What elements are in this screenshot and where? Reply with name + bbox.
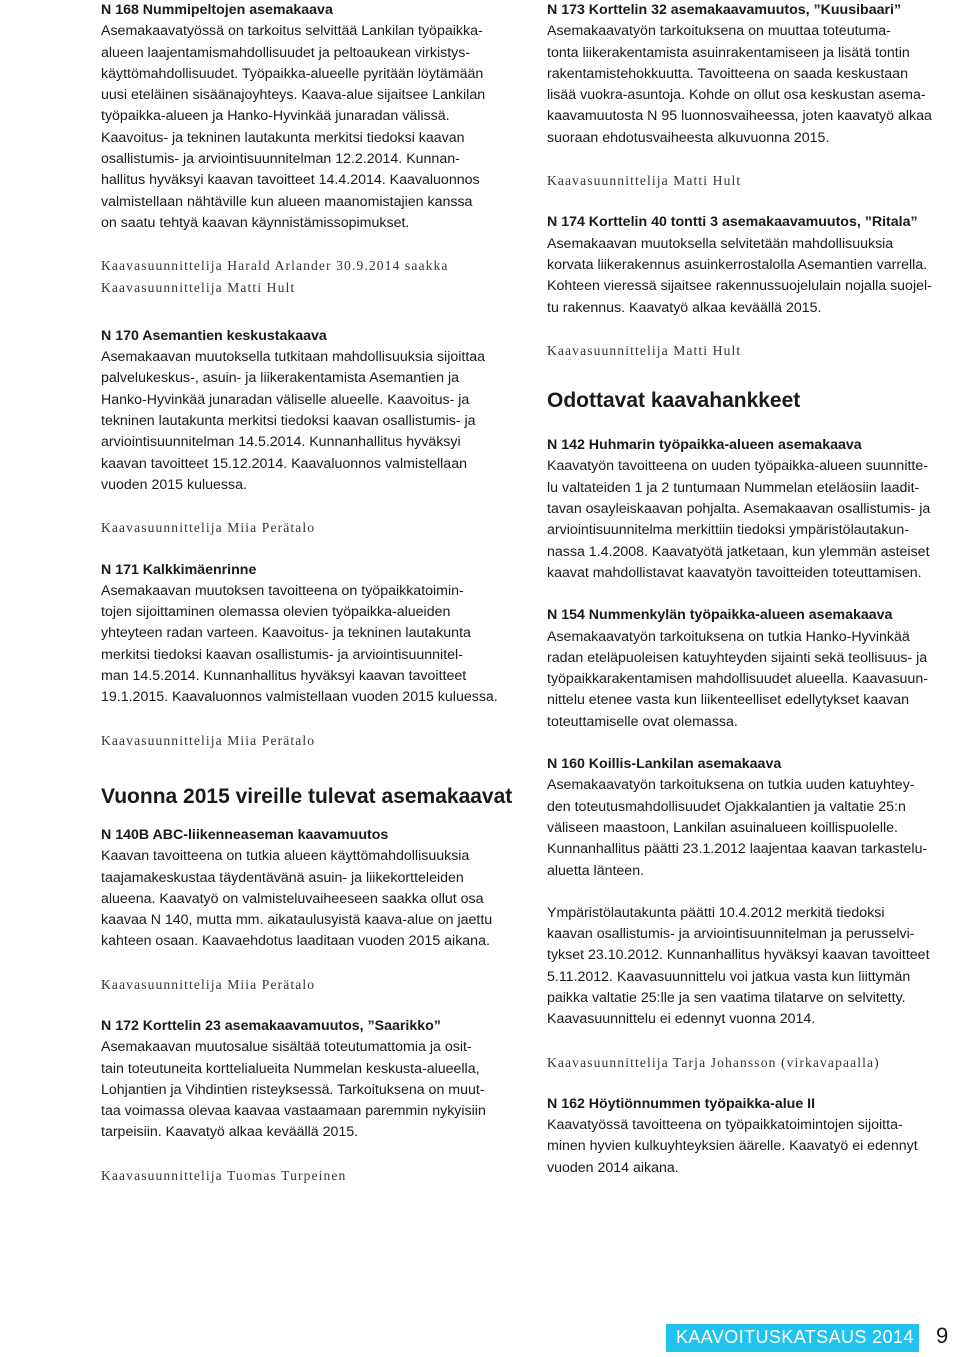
section-n172 [101, 1016, 521, 1186]
body-line: lu valtateiden 1 ja 2 tuntumaan Nummelan eteläosiin laadit- [547, 479, 920, 496]
body-line: taa voimassa olevaa kaavaa vastaamaan paremmin nykyisiin [101, 1103, 486, 1120]
body-line: palvelukeskus-, asuin- ja liikerakentamista Asemantien ja [101, 370, 460, 387]
body-line: Hanko-Hyvinkää junaradan väliselle alueelle. Kaavoitus- ja [101, 391, 470, 408]
body-line: tekninen lautakunta merkitsi tiedoksi kaavan osallistumis- ja [101, 413, 476, 430]
body-line: Asemakaavatyössä on tarkoitus selvittää Lankilan työpaikka- [101, 23, 483, 40]
body-line: Kaavasuunnittelu ei edennyt vuonna 2014. [547, 1011, 816, 1028]
section-n171 [101, 560, 521, 751]
right-column [547, 0, 947, 1179]
body-line: nittelu etenee vasta kun liikenteelliset edellytykset kaavan [547, 692, 909, 709]
body-line: Asemakaavatyön tarkoituksena on tutkia Hanko-Hyvinkää [547, 628, 910, 645]
body-line: tarpeisiin. Kaavatyö alkaa keväällä 2015. [101, 1124, 359, 1141]
body-line: minen hyvien kulkuyhteyksien äärelle. Kaavatyö ei edennyt [547, 1138, 918, 1155]
body-line: vuoden 2015 kuluessa. [101, 476, 247, 493]
publication-title: KAAVOITUSKATSAUS 2014 [676, 1327, 914, 1347]
body-line: Asemakaavatyön tarkoituksena on muuttaa toteutuma- [547, 23, 891, 40]
planner-signature: Kaavasuunnittelija Miia Perätalo [101, 520, 316, 536]
section-title: N 162 Höytiönnummen työpaikka-alue II [547, 1095, 816, 1112]
body-line: alueena. Kaavatyö on valmisteluvaiheeseen saakka ollut osa [101, 890, 484, 907]
body-line: Asemakaavan muutoksella selvitetään mahdollisuuksia [547, 235, 894, 252]
body-line: kaavan tavoitteet 15.12.2014. Kaavaluonnos valmistellaan [101, 455, 467, 472]
section-title: N 154 Nummenkylän työpaikka-alueen asemakaava [547, 607, 893, 624]
section-body [547, 21, 947, 149]
section-body [547, 775, 947, 881]
section-title: N 174 Korttelin 40 tontti 3 asemakaavamuutos, ”Ritala” [547, 214, 918, 231]
section-body [547, 234, 947, 319]
section-body [101, 1037, 521, 1143]
section-title: N 142 Huhmarin työpaikka-alueen asemakaava [547, 437, 862, 454]
body-line: Kunnanhallitus päätti 23.1.2012 laajentaa kaavan tarkastelu- [547, 841, 928, 858]
body-line: kaavat mahdollistavat kaavatyön tavoitteiden toteuttamisen. [547, 564, 922, 581]
body-line: tain toteutuneita korttelialueita Nummelan keskusta-alueella, [101, 1060, 480, 1077]
body-line: lisää vuokra-asuntoja. Kohde on ollut osa keskustan asema- [547, 87, 926, 104]
section-n168 [101, 0, 521, 298]
body-line: työpaikka-alueen ja Hanko-Hyvinkää junaradan välissä. [101, 108, 450, 125]
body-line: arviointisuunnitelma merkittiin tiedoksi ympäristölautakun- [547, 522, 909, 539]
body-line: tonta liikerakentamista asuinrakentamiseen ja lisätä tontin [547, 44, 910, 61]
planner-signature: Kaavasuunnittelija Miia Perätalo [101, 732, 316, 748]
body-line: rakentamistehokkuutta. Tavoitteena on saada keskustaan [547, 65, 908, 82]
section-body [547, 1115, 947, 1179]
body-line: Asemakaavan muutosalue sisältää toteutumattomia ja osit- [101, 1039, 472, 1056]
section-body [101, 581, 521, 709]
section-n170 [101, 326, 521, 539]
body-line: Lohjantien ja Vihdintien risteyksessä. Tarkoituksena on muut- [101, 1081, 485, 1098]
body-line: hallitus hyväksyi kaavan tavoitteet 14.4.2014. Kaavaluonnos [101, 172, 480, 189]
body-line: on saatu tehtyä kaavan käynnistämissopimukset. [101, 214, 410, 231]
body-line: tu rakennus. Kaavatyö alkaa keväällä 2015. [547, 299, 822, 316]
body-line: Asemakaavan muutoksella tutkitaan mahdollisuuksia sijoittaa [101, 349, 486, 366]
body-line: Kohteen vieressä sijaitsee rakennussuojelulain nojalla suojel- [547, 278, 932, 295]
planner-signature: Kaavasuunnittelija Matti Hult [101, 279, 296, 295]
section-title: N 168 Nummipeltojen asemakaava [101, 2, 333, 18]
body-line: taajamakeskustaa täydentävänä asuin- ja liikekortteleiden [101, 869, 464, 886]
body-line: den toteutusmahdollisuudet Ojakkalantien ja valtatie 25:n [547, 798, 906, 815]
body-line: työpaikkarakentamisen mahdollisuudet alueella. Kaavasuun- [547, 671, 928, 688]
body-line: valmistellaan nähtäville kun alueen maanomistajien kanssa [101, 193, 473, 210]
body-line: käyttömahdollisuudet. Työpaikka-alueelle pyritään löytämään [101, 65, 484, 82]
section-body [547, 456, 947, 584]
body-line: kaavamuutosta N 95 luonnosvaiheessa, joten kaavatyö alkaa [547, 108, 932, 125]
body-line: aluetta länteen. [547, 862, 645, 879]
section-n154 [547, 605, 947, 733]
section-n140b [101, 825, 521, 995]
section-heading: Vuonna 2015 vireille tulevat asemakaavat [101, 784, 513, 808]
body-line: vuoden 2014 aikana. [547, 1159, 679, 1176]
body-line: tojen sijoittaminen olemassa olevien työpaikka-alueiden [101, 604, 451, 621]
body-line: suoraan ehdotusvaiheesta alkuvuonna 2015. [547, 129, 830, 146]
body-line: osallistumis- ja arviointisuunnitelman 12.2.2014. Kunnan- [101, 151, 460, 168]
section-title: N 172 Korttelin 23 asemakaavamuutos, ”Saarikko” [101, 1017, 441, 1034]
section-title: N 170 Asemantien keskustakaava [101, 327, 327, 344]
body-line: Kaavan tavoitteena on tutkia alueen käyttömahdollisuuksia [101, 848, 470, 865]
section-n160 [547, 754, 947, 1073]
planner-signature: Kaavasuunnittelija Miia Perätalo [101, 976, 316, 992]
body-line: arviointisuunnitelman 14.5.2014. Kunnanhallitus hyväksyi [101, 434, 461, 451]
body-line: Kaavoitus- ja tekninen lautakunta merkitsi tiedoksi kaavan [101, 129, 465, 146]
body-line: Asemakaavatyön tarkoituksena on tutkia uuden katuyhtey- [547, 777, 915, 794]
planner-signature: Kaavasuunnittelija Matti Hult [547, 173, 742, 189]
body-line: Kaavatyössä tavoitteena on työpaikkatoimintojen sijoitta- [547, 1117, 903, 1134]
planner-signature: Kaavasuunnittelija Tarja Johansson (virkavapaalla) [547, 1054, 880, 1070]
section-n174 [547, 212, 947, 361]
body-line: tykset 23.10.2012. Kunnanhallitus hyväksyi kaavan tavoitteet [547, 947, 930, 964]
left-column [101, 0, 521, 1186]
body-line: 5.11.2012. Kaavasuunnittelu voi jatkua vasta kun liittymän [547, 968, 911, 985]
body-line: Ympäristölautakunta päätti 10.4.2012 merkitä tiedoksi [547, 904, 885, 921]
body-line: kaavan osallistumis- ja arviointisuunnitelman ja perusselvi- [547, 926, 915, 943]
section-title: N 160 Koillis-Lankilan asemakaava [547, 756, 782, 773]
body-line: yhteyteen radan varteen. Kaavoitus- ja tekninen lautakunta [101, 625, 471, 642]
body-line: merkitsi tiedoksi kaavan osallistumis- ja arviointisuunnitel- [101, 646, 463, 663]
planner-signature: Kaavasuunnittelija Tuomas Turpeinen [101, 1167, 347, 1183]
section-title: N 140B ABC-liikenneaseman kaavamuutos [101, 826, 389, 843]
body-line: 19.1.2015. Kaavaluonnos valmistellaan vuoden 2015 kuluessa. [101, 689, 498, 706]
section-n162 [547, 1094, 947, 1179]
section-n173 [547, 0, 947, 191]
section-title: N 171 Kalkkimäenrinne [101, 561, 257, 578]
body-line: man 14.5.2014. Kunnanhallitus hyväksyi kaavan tavoitteet [101, 668, 467, 685]
body-line: kaavaa N 140, mutta mm. aikataulusyistä kaava-alue on jaettu [101, 912, 493, 929]
section-n142 [547, 435, 947, 584]
body-line: uusi eteläinen sisäänajoyhteys. Kaava-alue sijaitsee Lankilan [101, 87, 486, 104]
section-title: N 173 Korttelin 32 asemakaavamuutos, ”Kuusibaari” [547, 2, 902, 18]
body-line: korvata liikerakennus asuinkerrostalolla Asemantien varrella. [547, 256, 928, 273]
section-body [547, 627, 947, 733]
body-line: radan eteläpuoleisen katuyhteyden sijainti sekä teollisuus- ja [547, 649, 928, 666]
body-line: kahteen osaan. Kaavaehdotus laaditaan vuoden 2015 aikana. [101, 933, 490, 950]
body-line: toteuttamiselle ovat olemassa. [547, 713, 738, 730]
body-line: tavan osayleiskaavan pohjalta. Asemakaavan osallistumis- ja [547, 501, 931, 518]
body-line: väliseen maastoon, Lankilan asuinalueen koillispuolelle. [547, 819, 898, 836]
section-heading: Odottavat kaavahankkeet [547, 389, 801, 413]
page-number: 9 [936, 1323, 949, 1348]
section-body [101, 21, 521, 234]
body-line: paikka valtatie 25:lle ja sen vaatima tilatarve on selvitetty. [547, 989, 906, 1006]
body-line: Asemakaavan muutoksen tavoitteena on työpaikkatoimin- [101, 582, 464, 599]
section-body [101, 347, 521, 496]
body-line: nassa 1.4.2008. Kaavatyötä jatketaan, kun ylemmän asteiset [547, 543, 930, 560]
planner-signature: Kaavasuunnittelija Harald Arlander 30.9.2014 saakka [101, 258, 449, 274]
body-line: Kaavatyön tavoitteena on uuden työpaikka-alueen suunnitte- [547, 458, 928, 475]
section-body [101, 846, 521, 952]
body-line: alueen laajentamismahdollisuudet ja peltoaukean virkistys- [101, 44, 471, 61]
planner-signature: Kaavasuunnittelija Matti Hult [547, 342, 742, 358]
section-body [547, 903, 947, 1031]
